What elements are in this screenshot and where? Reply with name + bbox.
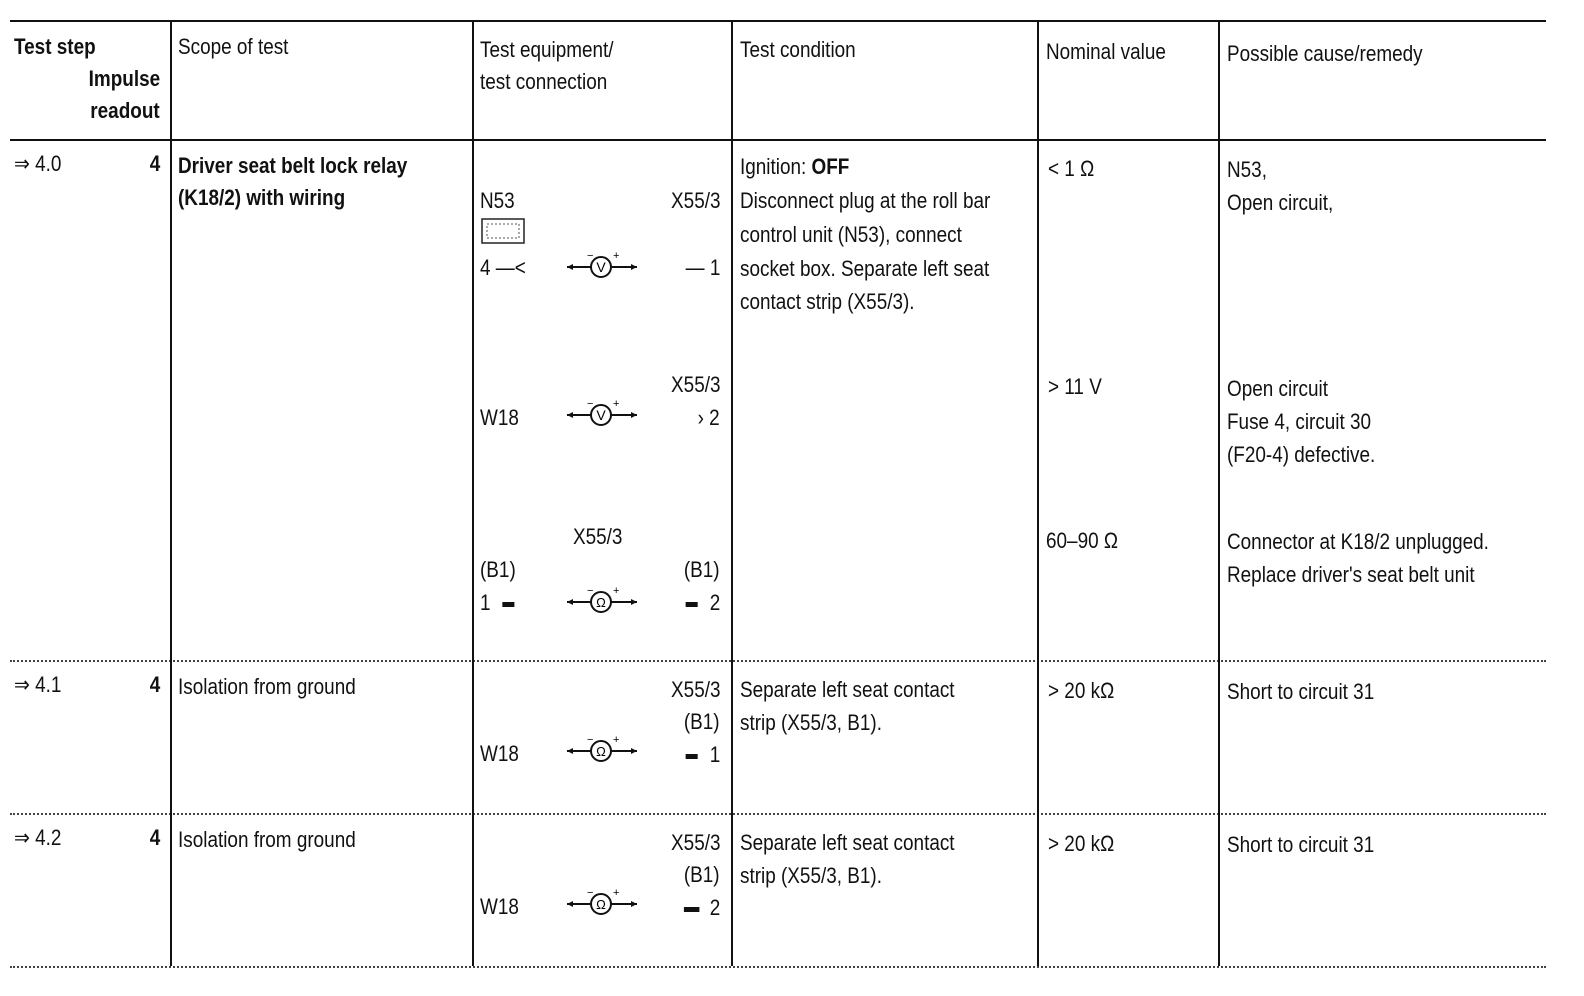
row-4-2-b1: (B1) [684, 862, 720, 887]
x55-3-label-1: X55/3 [670, 188, 720, 213]
header-impulse: Impulse [88, 66, 160, 91]
row-divider-4-0 [10, 660, 1546, 662]
row-4-1-pin: 1 [685, 738, 720, 771]
row-4-0-nominal-1: < 1 Ω [1048, 156, 1095, 181]
row-4-2-scope: Isolation from ground [178, 827, 356, 852]
row-4-1-b1: (B1) [684, 709, 720, 734]
header-condition: Test condition [740, 37, 856, 62]
row-4-1-readout: 4 [149, 672, 160, 697]
row-4-1-scope: Isolation from ground [178, 674, 356, 699]
row-4-0-cause-3b: Replace driver's seat belt unit [1227, 562, 1475, 587]
col-divider-4 [1037, 20, 1039, 966]
header-bottom-rule [10, 139, 1546, 141]
voltmeter-icon [563, 399, 645, 431]
x55-3-label-3: X55/3 [573, 524, 623, 549]
row-4-1-nominal: > 20 kΩ [1048, 678, 1115, 703]
row-4-2-nominal: > 20 kΩ [1048, 831, 1115, 856]
col-divider-3 [731, 20, 733, 966]
svg-text:V: V [596, 407, 606, 423]
row-4-2-x55-3: X55/3 [670, 830, 720, 855]
socket-box-icon [481, 218, 525, 244]
w18-label-1: W18 [480, 405, 519, 430]
b1-label-right: (B1) [684, 557, 720, 582]
header-cause: Possible cause/remedy [1227, 41, 1423, 66]
ohmmeter-icon [563, 586, 645, 618]
row-4-0-nominal-3: 60–90 Ω [1046, 528, 1119, 553]
svg-text:V: V [596, 259, 606, 275]
row-4-0-condition-4: socket box. Separate left seat [740, 256, 990, 281]
row-4-0-cause-2a: Open circuit [1227, 376, 1328, 401]
header-readout: readout [90, 98, 160, 123]
row-4-2-readout: 4 [149, 825, 160, 850]
svg-text:−: − [587, 586, 594, 597]
row-4-0-condition-1: Ignition: OFF [740, 154, 850, 179]
row-4-2-w18: W18 [480, 894, 519, 919]
row-4-0-readout: 4 [149, 151, 160, 176]
header-test-step: Test step [14, 34, 96, 59]
svg-text:+: + [613, 586, 620, 597]
svg-text:Ω: Ω [596, 744, 606, 759]
col-divider-2 [472, 20, 474, 966]
svg-text:−: − [587, 399, 594, 410]
x55-3-pin-1: — 1 [685, 255, 720, 280]
row-4-1-step: ⇒ 4.1 [14, 672, 62, 697]
row-4-0-step: ⇒ 4.0 [14, 151, 62, 176]
col-divider-1 [170, 20, 172, 966]
row-4-1-x55-3: X55/3 [670, 677, 720, 702]
svg-text:+: + [613, 735, 620, 746]
svg-text:+: + [613, 399, 620, 410]
row-4-2-condition-2: strip (X55/3, B1). [740, 863, 882, 888]
svg-text:Ω: Ω [596, 595, 606, 610]
n53-pin: 4 —< [480, 255, 526, 280]
row-4-0-cause-1b: Open circuit, [1227, 190, 1334, 215]
row-4-0-condition-5: contact strip (X55/3). [740, 289, 915, 314]
svg-text:+: + [613, 888, 620, 899]
row-4-0-cause-1a: N53, [1227, 157, 1267, 182]
n53-label: N53 [480, 188, 515, 213]
svg-text:Ω: Ω [596, 897, 606, 912]
row-4-1-cause: Short to circuit 31 [1227, 679, 1375, 704]
table-top-rule [10, 20, 1546, 22]
x55-3-label-2: X55/3 [670, 372, 720, 397]
b1-label-left: (B1) [480, 557, 516, 582]
header-scope: Scope of test [178, 34, 289, 59]
row-4-0-scope-2: (K18/2) with wiring [178, 185, 346, 210]
row-4-2-condition-1: Separate left seat contact [740, 830, 955, 855]
row-4-0-cause-2c: (F20-4) defective. [1227, 442, 1376, 467]
header-nominal: Nominal value [1046, 39, 1166, 64]
ohmmeter-icon [563, 888, 645, 920]
svg-text:−: − [587, 251, 594, 262]
row-4-0-scope-1: Driver seat belt lock relay [178, 153, 408, 178]
row-4-1-condition-1: Separate left seat contact [740, 677, 955, 702]
row-4-2-cause: Short to circuit 31 [1227, 832, 1375, 857]
row-4-0-cause-2b: Fuse 4, circuit 30 [1227, 409, 1372, 434]
row-divider-4-1 [10, 813, 1546, 815]
row-4-0-condition-3: control unit (N53), connect [740, 222, 962, 247]
row-4-0-nominal-2: > 11 V [1048, 374, 1102, 399]
header-equipment-1: Test equipment/ [480, 37, 614, 62]
svg-text:−: − [587, 735, 594, 746]
table-bottom-rule [10, 966, 1546, 968]
voltmeter-icon [563, 251, 645, 283]
row-4-0-cause-3a: Connector at K18/2 unplugged. [1227, 529, 1489, 554]
row-4-0-condition-2: Disconnect plug at the roll bar [740, 188, 991, 213]
b1-pin-right: 2 [685, 586, 720, 619]
svg-text:+: + [613, 251, 620, 262]
b1-pin-left: 1 [480, 586, 515, 619]
svg-text:−: − [587, 888, 594, 899]
row-4-1-condition-2: strip (X55/3, B1). [740, 710, 882, 735]
col-divider-5 [1218, 20, 1220, 966]
row-4-1-w18: W18 [480, 741, 519, 766]
header-equipment-2: test connection [480, 69, 608, 94]
ohmmeter-icon [563, 735, 645, 767]
row-4-2-pin: 2 [684, 891, 720, 924]
row-4-2-step: ⇒ 4.2 [14, 825, 62, 850]
x55-3-pin-2: › 2 [697, 405, 720, 430]
